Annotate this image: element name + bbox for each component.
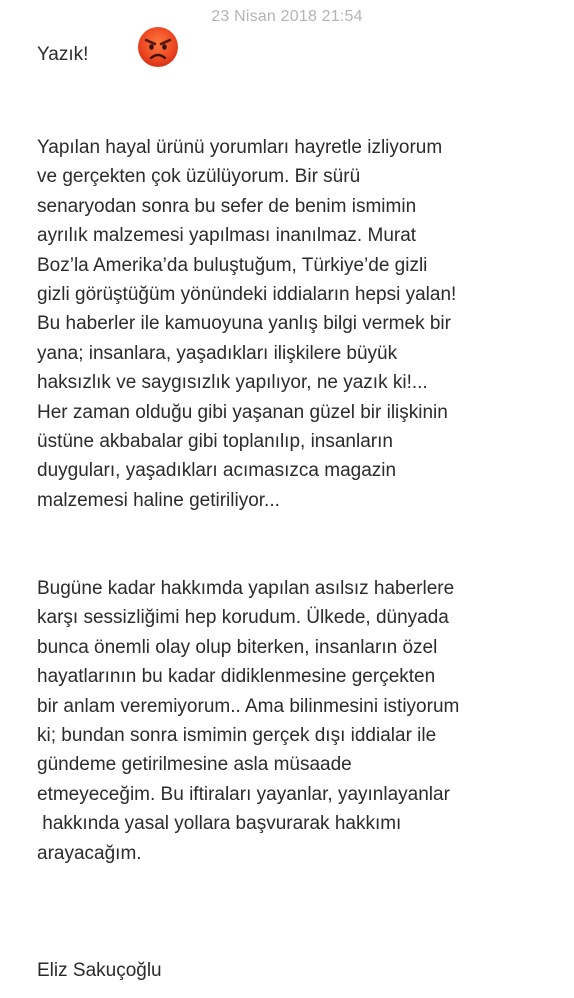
text-line: ki; bundan sonra ismimin gerçek dışı iddialar ile [37, 725, 437, 747]
text-line: ve gerçekten çok üzülüyorum. Bir sürü [37, 166, 361, 188]
text-line: üstüne akbabalar gibi toplanılıp, insanların [37, 431, 393, 453]
text-line: gündeme getirilmesine asla müsaade [37, 754, 352, 776]
note-paragraph-2 [37, 574, 547, 868]
text-line: arayacağım. [37, 842, 142, 864]
text-line: ayrılık malzemesi yapılması inanılmaz. Murat [37, 225, 417, 247]
text-line: Bu haberler ile kamuoyuna yanlış bilgi vermek bir [37, 313, 451, 335]
text-line: bunca önemli olay olup biterken, insanların özel [37, 636, 438, 658]
text-line: Bugüne kadar hakkımda yapılan asılsız haberlere [37, 578, 455, 599]
note-greeting: Yazık! [37, 44, 89, 65]
text-line: malzemesi haline getiriliyor... [37, 489, 280, 511]
text-line: haksızlık ve saygısızlık yapılıyor, ne yazık ki!... [37, 372, 428, 394]
angry-face-icon [136, 25, 180, 69]
text-line: Her zaman olduğu gibi yaşanan güzel bir ilişkinin [37, 401, 448, 423]
text-line: senaryodan sonra bu sefer de benim ismimin [37, 195, 417, 217]
note-signature: Eliz Sakuçoğlu [37, 960, 162, 981]
text-line: Boz’la Amerika’da buluştuğum, Türkiye’de gizli [37, 254, 428, 276]
text-line: bir anlam veremiyorum.. Ama bilinmesini istiyorum [37, 695, 460, 717]
text-line: yana; insanlara, yaşadıkları ilişkilere büyük [37, 342, 398, 364]
note-timestamp: 23 Nisan 2018 21:54 [211, 8, 363, 25]
note-paragraph-1 [37, 133, 547, 515]
text-line: Yapılan hayal ürünü yorumları hayretle izliyorum [37, 137, 443, 158]
text-line: duyguları, yaşadıkları acımasızca magazin [37, 460, 397, 482]
text-line: hayatlarının bu kadar didiklenmesine gerçekten [37, 666, 436, 688]
text-line: gizli görüştüğüm yönündeki iddiaların hepsi yalan! [37, 284, 457, 306]
text-line: karşı sessizliğimi hep korudum. Ülkede, dünyada [37, 607, 449, 629]
text-line: hakkında yasal yollara başvurarak hakkımı [37, 813, 402, 835]
text-line: etmeyeceğim. Bu iftiraları yayanlar, yayınlayanlar [37, 783, 450, 805]
